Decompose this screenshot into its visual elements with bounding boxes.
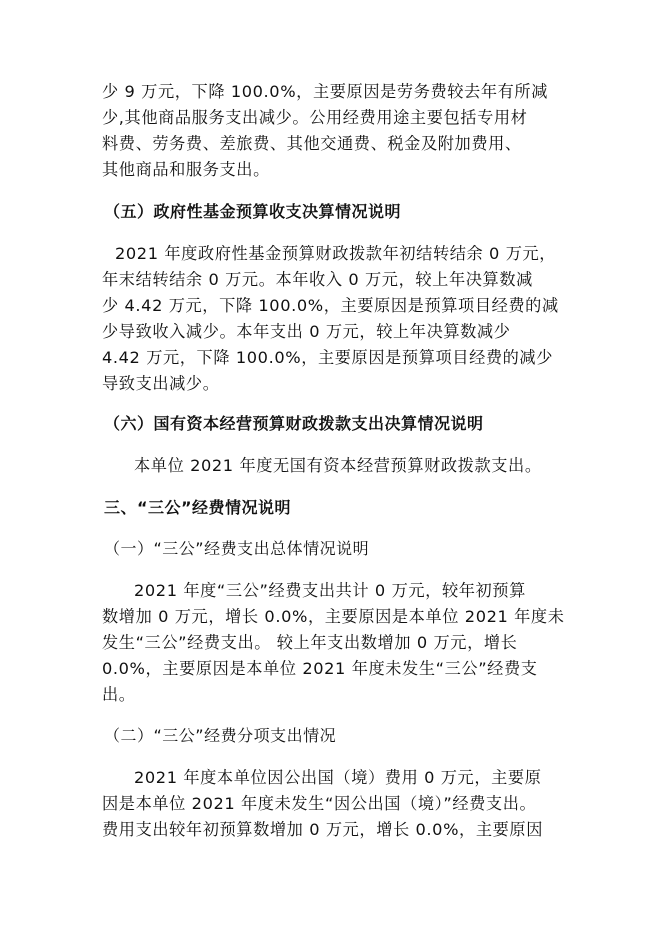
paragraph-line: 年末结转结余 0 万元。本年收入 0 万元，较上年决算数减 bbox=[102, 270, 533, 289]
paragraph-line: 因是本单位 2021 年度未发生“因公出国（境）”经费支出。 bbox=[102, 794, 537, 813]
paragraph-line: 2021 年度本单位因公出国（境）费用 0 万元，主要原 bbox=[134, 768, 542, 787]
paragraph-line: 导致支出减少。 bbox=[102, 374, 220, 393]
subsection-heading-2: （二）“三公”经费分项支出情况 bbox=[104, 726, 337, 745]
subsection-heading-1: （一）“三公”经费支出总体情况说明 bbox=[104, 539, 370, 558]
paragraph-line: 数增加 0 万元，增长 0.0%，主要原因是本单位 2021 年度未 bbox=[102, 607, 565, 626]
section-heading-6: （六）国有资本经营预算财政拨款支出决算情况说明 bbox=[104, 414, 484, 433]
section-heading-5: （五）政府性基金预算收支决算情况说明 bbox=[104, 202, 402, 221]
paragraph-line: 其他商品和服务支出。 bbox=[102, 160, 270, 179]
paragraph-line: 本单位 2021 年度无国有资本经营预算财政拨款支出。 bbox=[134, 456, 542, 475]
paragraph-line: 少,其他商品服务支出减少。公用经费用途主要包括专用材 bbox=[102, 108, 528, 127]
paragraph-line: 发生“三公”经费支出。 较上年支出数增加 0 万元，增长 bbox=[102, 633, 518, 652]
paragraph-line: 0.0%，主要原因是本单位 2021 年度未发生“三公”经费支 bbox=[102, 659, 538, 678]
chapter-heading-3: 三、“三公”经费情况说明 bbox=[104, 498, 292, 517]
paragraph-line: 少导致收入减少。本年支出 0 万元，较上年决算数减少 bbox=[102, 322, 511, 341]
paragraph-line: 2021 年度“三公”经费支出共计 0 万元，较年初预算 bbox=[134, 581, 526, 600]
paragraph-line: 费用支出较年初预算数增加 0 万元，增长 0.0%，主要原因 bbox=[102, 820, 543, 839]
paragraph-line: 少 4.42 万元，下降 100.0%，主要原因是预算项目经费的减 bbox=[102, 296, 559, 315]
paragraph-line: 出。 bbox=[102, 685, 136, 704]
paragraph-line: 料费、劳务费、差旅费、其他交通费、税金及附加费用、 bbox=[102, 134, 522, 153]
paragraph-line: 少 9 万元，下降 100.0%，主要原因是劳务费较去年有所减 bbox=[102, 82, 548, 101]
paragraph-line: 4.42 万元，下降 100.0%，主要原因是预算项目经费的减少 bbox=[102, 348, 554, 367]
paragraph-line: 2021 年度政府性基金预算财政拨款年初结转结余 0 万元， bbox=[115, 244, 557, 263]
